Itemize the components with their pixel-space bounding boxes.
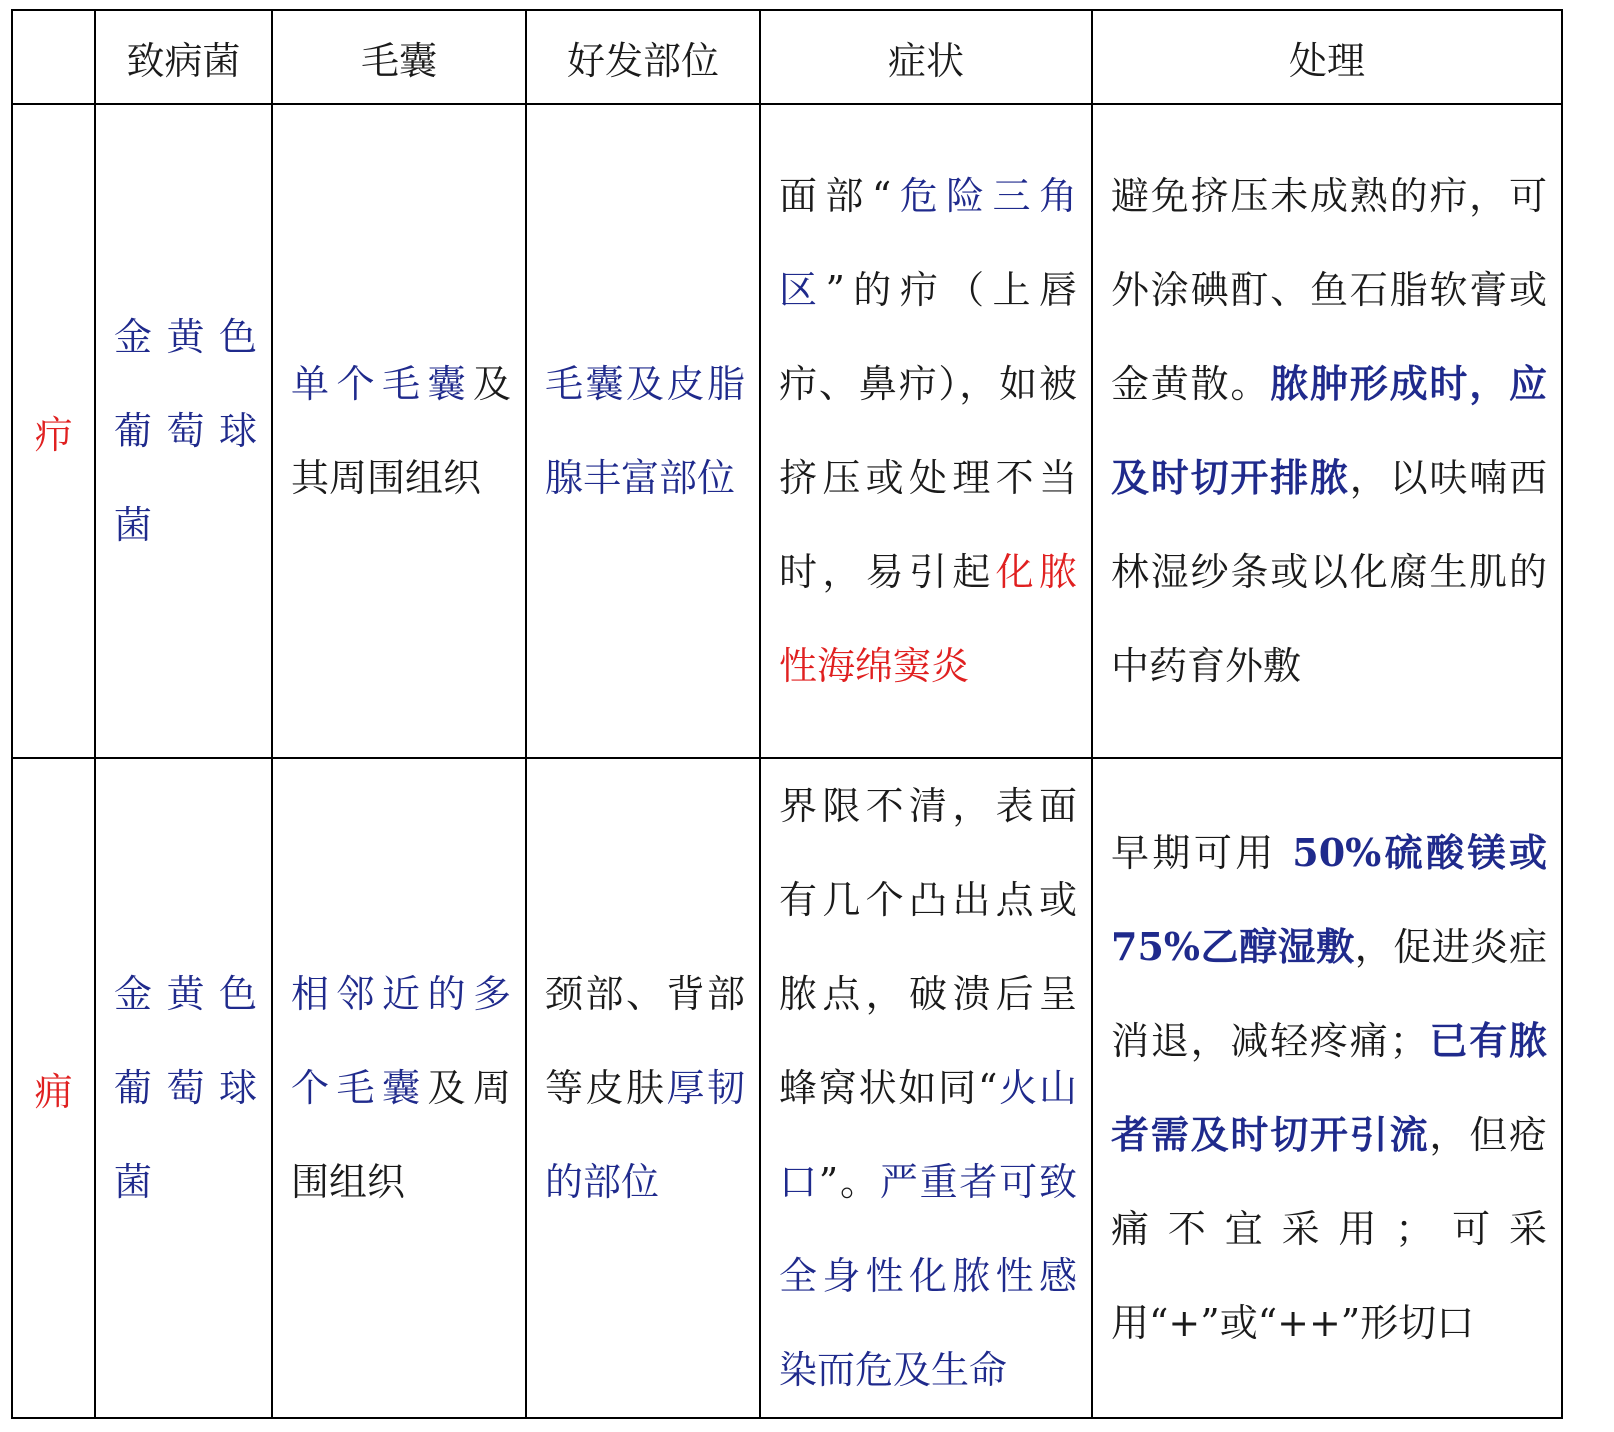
row-label: 痈: [12, 758, 95, 1418]
text-segment: ，但疮痛不宜采用；可采用“+”或“++”形切口: [1111, 1113, 1547, 1345]
table-row: [12, 104, 1562, 758]
text-segment: 毛囊及皮脂腺丰富部位: [545, 362, 745, 500]
text-segment: ”的疖（上唇疖、鼻疖），如被挤压或处理不当时，易引起: [779, 268, 1077, 594]
text-segment: 避免挤压未成熟的疖，可外涂碘酊、鱼石脂软膏或金黄散。: [1111, 174, 1547, 406]
symptom-cell: [760, 104, 1092, 758]
follicle-text: [273, 337, 525, 525]
text-segment: 化脓性海绵窦炎: [779, 550, 1077, 688]
symptom-text: [761, 759, 1091, 1417]
text-segment: ，促进炎症消退，减轻疼痛；: [1111, 925, 1547, 1063]
site-text: [527, 947, 759, 1229]
text-segment: 颈部、背部等皮肤: [545, 972, 745, 1110]
pathogen-cell: [95, 104, 272, 758]
treatment-cell: [1092, 104, 1562, 758]
text-segment: 及周围组织: [291, 1066, 511, 1204]
table-row: [12, 758, 1562, 1418]
treatment-text: [1093, 806, 1561, 1370]
symptom-cell: [760, 758, 1092, 1418]
text-segment: 脓肿形成时，应及时切开排脓: [1111, 361, 1547, 500]
header-row: [12, 10, 1562, 104]
text-segment: 单个毛囊: [291, 362, 473, 406]
treatment-cell: [1092, 758, 1562, 1418]
site-cell: [526, 758, 760, 1418]
pathogen-text: 金黄色葡萄球菌: [114, 972, 257, 1204]
header-treatment: 处理: [1092, 10, 1562, 104]
text-segment: 厚韧的部位: [545, 1066, 745, 1204]
text-segment: ，以呋喃西林湿纱条或以化腐生肌的中药育外敷: [1111, 456, 1547, 688]
row-label: 疖: [12, 104, 95, 758]
text-segment: 危险三角区: [779, 174, 1077, 312]
header-empty: [12, 10, 95, 104]
pathogen-cell: [95, 758, 272, 1418]
text-segment: 及其周围组织: [291, 362, 511, 500]
follicle-cell: [272, 758, 526, 1418]
header-symptom: 症状: [760, 10, 1092, 104]
text-segment: ”。: [818, 1160, 880, 1204]
site-cell: [526, 104, 760, 758]
comparison-table: [11, 9, 1563, 1419]
treatment-text: [1093, 149, 1561, 713]
text-segment: 相邻近的多个毛囊: [291, 972, 511, 1110]
text-segment: 面部“: [779, 174, 892, 218]
text-segment: 早期可用: [1111, 831, 1293, 875]
site-text: [527, 337, 759, 525]
text-segment: 界限不清，表面有几个凸出点或脓点，破溃后呈蜂窝状如同“: [779, 784, 1077, 1110]
pathogen-text: 金黄色葡萄球菌: [114, 315, 257, 547]
header-follicle: 毛囊: [272, 10, 526, 104]
header-pathogen: 致病菌: [95, 10, 272, 104]
follicle-cell: [272, 104, 526, 758]
text-segment: 50%硫酸镁或75%乙醇湿敷: [1111, 830, 1547, 969]
text-segment: 火山口: [779, 1066, 1077, 1204]
follicle-text: [273, 947, 525, 1229]
text-segment: 严重者可致全身性化脓性感染而危及生命: [779, 1160, 1077, 1392]
text-segment: 已有脓者需及时切开引流: [1111, 1018, 1547, 1157]
symptom-text: [761, 149, 1091, 713]
header-site: 好发部位: [526, 10, 760, 104]
